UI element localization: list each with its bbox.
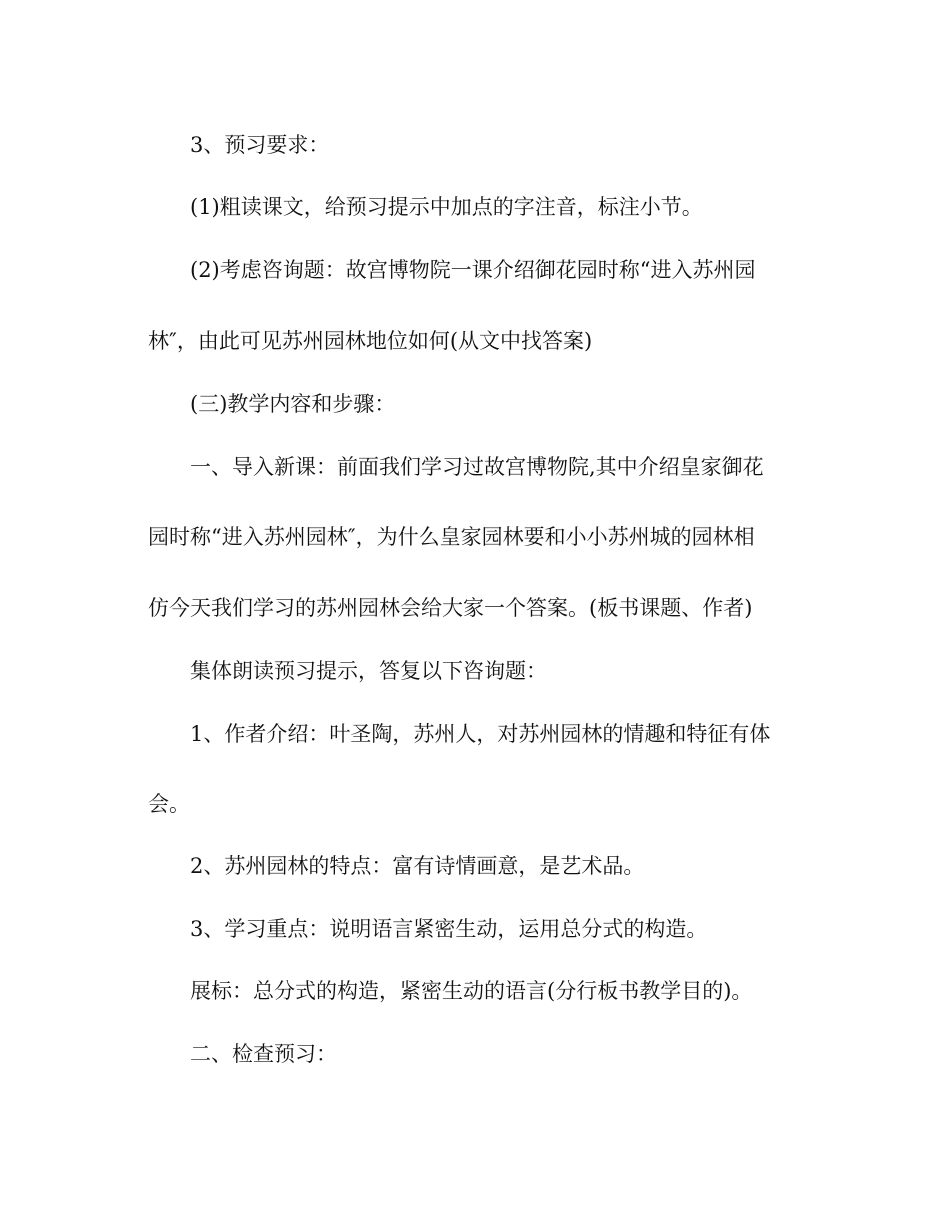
text-line-section-3: (三)教学内容和步骤： — [190, 392, 396, 416]
text-line-author-cont: 会。 — [148, 792, 190, 816]
text-line-prep-requirements: 3、预习要求： — [190, 133, 330, 157]
text-line-intro: 一、导入新课：前面我们学习过故宫博物院,其中介绍皇家御花 — [190, 455, 764, 479]
text-line-features: 2、苏州园林的特点：富有诗情画意，是艺术品。 — [190, 854, 645, 878]
text-line-focus: 3、学习重点：说明语言紧密生动，运用总分式的构造。 — [190, 917, 708, 941]
text-line-intro-cont-1: 园时称“进入苏州园林″，为什么皇家园林要和小小苏州城的园林相 — [148, 525, 755, 549]
text-line-objectives: 展标：总分式的构造，紧密生动的语言(分行板书教学目的)。 — [190, 979, 753, 1003]
text-line-read-aloud: 集体朗读预习提示，答复以下咨询题： — [190, 659, 547, 683]
text-line-step-1: (1)粗读课文，给预习提示中加点的字注音，标注小节。 — [190, 195, 703, 219]
text-line-check-prep: 二、检查预习： — [190, 1042, 337, 1066]
text-line-step-2-cont: 林″，由此可见苏州园林地位如何(从文中找答案) — [148, 329, 593, 353]
text-line-intro-cont-2: 仿今天我们学习的苏州园林会给大家一个答案。(板书课题、作者) — [148, 596, 753, 620]
text-line-step-2: (2)考虑咨询题：故宫博物院一课介绍御花园时称“进入苏州园 — [190, 258, 756, 282]
text-line-author: 1、作者介绍：叶圣陶，苏州人，对苏州园林的情趣和特征有体 — [190, 722, 771, 746]
